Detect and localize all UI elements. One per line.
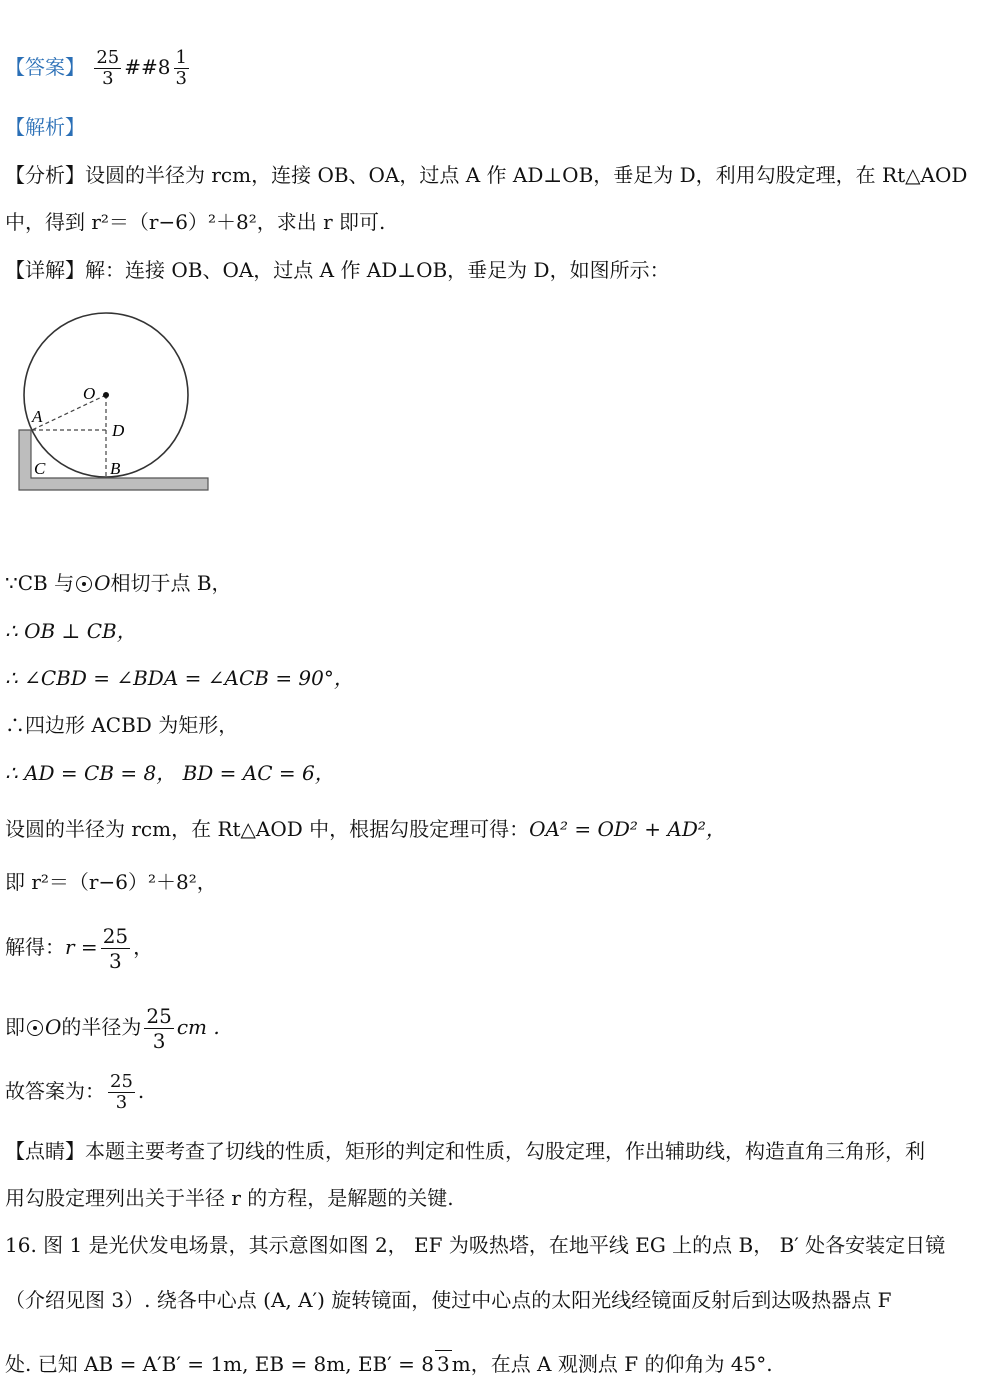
step-6-text: 设圆的半径为 rcm，在 Rt△AOD 中，根据勾股定理可得： (5, 817, 530, 841)
label-d: D (112, 421, 125, 440)
step-9-pre: 即 (5, 1015, 25, 1039)
answer-line (5, 48, 192, 89)
step-2: ∴ OB ⊥ CB， (5, 619, 137, 643)
circle-dot-icon (76, 576, 92, 592)
answer-mixed-fraction (174, 48, 189, 89)
analysis-tag: 【解析】 (5, 115, 85, 139)
step-8-den: 3 (109, 949, 122, 973)
step-9-unit: cm . (176, 1015, 220, 1039)
answer-fraction (94, 48, 121, 89)
label-o: O (83, 384, 96, 403)
step-1 (5, 570, 232, 596)
dianjing-tag: 【点睛】 (5, 1139, 85, 1163)
xiangjie-tag: 【详解】 (5, 258, 85, 282)
step-10-post: . (137, 1079, 145, 1103)
q16-line-1: 16. 图 1 是光伏发电场景，其示意图如图 2， EF 为吸热塔，在地平线 EG 上的点 B， B′ 处各安装定日镜 (5, 1233, 946, 1257)
fenxi-line-2: 中，得到 r²＝（r−6）²＋8²，求出 r 即可. (5, 210, 386, 234)
step-8-var: r = (65, 935, 98, 959)
answer-separator: ##8 (124, 55, 171, 79)
fenxi-text-1: 设圆的半径为 rcm，连接 OB、OA，过点 A 作 AD⊥OB，垂足为 D，利用勾股定理，在 Rt△AOD (85, 163, 968, 187)
step-6 (5, 816, 726, 842)
step-8-fraction (101, 924, 130, 973)
step-10-den: 3 (115, 1092, 128, 1113)
geometry-figure (15, 310, 215, 500)
dianjing-line-2: 用勾股定理列出关于半径 r 的方程，是解题的关键. (5, 1186, 454, 1210)
label-b: B (110, 459, 121, 478)
step-4: ∴四边形 ACBD 为矩形， (5, 713, 239, 737)
label-a: A (32, 407, 43, 426)
answer-frac-den: 3 (102, 68, 114, 89)
step-9-num: 25 (146, 1004, 172, 1028)
step-8-post: ， (133, 935, 154, 959)
step-10-pre: 故答案为： (5, 1079, 105, 1103)
answer-mixed-num: 1 (175, 47, 187, 68)
answer-tag: 【答案】 (5, 55, 85, 79)
step-10 (5, 1072, 144, 1113)
step-3: ∴ ∠CBD = ∠BDA = ∠ACB = 90°， (5, 666, 354, 690)
xiangjie-line (5, 257, 670, 283)
fenxi-line-1 (5, 162, 967, 188)
step-1-circle-label: O (94, 571, 111, 595)
xiangjie-text: 解：连接 OB、OA，过点 A 作 AD⊥OB，垂足为 D，如图所示： (85, 258, 670, 282)
q16-line-3-pre: 处. 已知 AB = A′B′ = 1m, EB = 8m, EB′ = 8 (5, 1352, 434, 1376)
dianjing-text-1: 本题主要考查了切线的性质，矩形的判定和性质，勾股定理，作出辅助线，构造直角三角形，利 (85, 1139, 925, 1163)
step-8-pre: 解得： (5, 935, 65, 959)
label-c: C (34, 459, 46, 478)
step-10-fraction (108, 1072, 135, 1113)
step-10-num: 25 (110, 1071, 133, 1092)
step-9-circle-label: O (45, 1015, 62, 1039)
fenxi-tag: 【分析】 (5, 163, 85, 187)
step-1-tail: 相切于点 B， (110, 571, 232, 595)
step-6-formula: OA² = OD² + AD²， (529, 817, 726, 841)
answer-mixed-den: 3 (175, 68, 187, 89)
dianjing-line-1 (5, 1138, 925, 1164)
step-8 (5, 924, 153, 973)
step-9-fraction (144, 1004, 173, 1053)
step-8-num: 25 (102, 924, 129, 948)
step-1-text: ∵CB 与 (5, 571, 75, 595)
step-9-den: 3 (152, 1029, 166, 1053)
answer-frac-num: 25 (96, 47, 120, 68)
q16-line-3-post: m，在点 A 观测点 F 的仰角为 45°. (451, 1352, 773, 1376)
q16-line-3 (5, 1350, 773, 1377)
center-point (103, 392, 109, 398)
step-5: ∴ AD = CB = 8， BD = AC = 6， (5, 761, 335, 785)
q16-line-2: （介绍见图 3）. 绕各中心点 (A, A′) 旋转镜面，使过中心点的太阳光线经镜面反射后到达吸热器点 F (5, 1288, 892, 1312)
sqrt-radicand: 3 (437, 1352, 450, 1376)
circle-dot-icon (27, 1020, 43, 1036)
step-7: 即 r²＝（r−6）²＋8²， (5, 870, 217, 894)
step-9-mid: 的半径为 (61, 1015, 142, 1039)
step-9 (5, 1004, 220, 1053)
